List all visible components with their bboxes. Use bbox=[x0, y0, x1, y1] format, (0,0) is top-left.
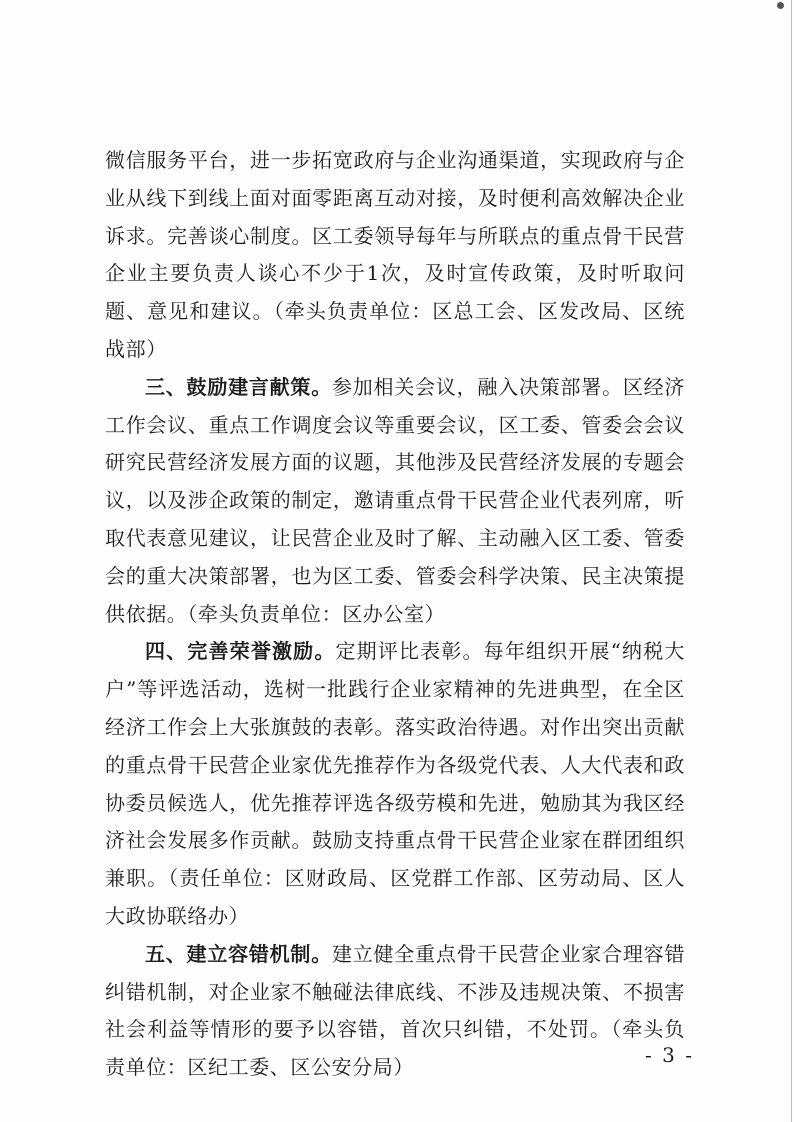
page-edge-line bbox=[791, 0, 792, 1122]
document-body bbox=[105, 142, 685, 1087]
intro-paragraph: 微信服务平台，进一步拓宽政府与企业沟通渠道，实现政府与企业从线下到线上面对面零距离互动对接，及时便利高效解决企业诉求。完善谈心制度。区工委领导每年与所联点的重点骨干民营企业主要负责人谈心不少于1次，及时宣传政策，及时听取问题、意见和建议。（牵头负责单位：区总工会、区发改局、区统战部） bbox=[105, 148, 685, 361]
section-five-heading: 五、建立容错机制。 bbox=[145, 941, 332, 966]
section-five bbox=[105, 936, 685, 1087]
section-three-body: 参加相关会议，融入决策部署。区经济工作会议、重点工作调度会议等重要会议，区工委、管委会会议研究民营经济发展方面的议题，其他涉及民营经济发展的专题会议，以及涉企政策的制定，邀请重点骨干民营企业代表列席，听取代表意见建议，让民营企业及时了解、主动融入区工委、管委会的重大决策部署，也为区工委、管委会科学决策、民主决策提供依据。（牵头负责单位：区办公室） bbox=[105, 374, 685, 626]
section-three bbox=[105, 369, 685, 634]
section-four bbox=[105, 633, 685, 935]
section-three-heading: 三、鼓励建言献策。 bbox=[145, 374, 332, 399]
scan-mark bbox=[777, 2, 784, 9]
section-four-body: 定期评比表彰。每年组织开展“纳税大户”等评选活动，选树一批践行企业家精神的先进典型，在全区经济工作会上大张旗鼓的表彰。落实政治待遇。对作出突出贡献的重点骨干民营企业家优先推荐作为各级党代表、人大代表和政协委员候选人，优先推荐评选各级劳模和先进，勉励其为我区经济社会发展多作贡献。鼓励支持重点骨干民营企业家在群团组织兼职。（责任单位：区财政局、区党群工作部、区劳动局、区人大政协联络办） bbox=[105, 639, 685, 928]
section-five-body: 建立健全重点骨干民营企业家合理容错纠错机制，对企业家不触碰法律底线、不涉及违规决策、不损害社会利益等情形的要予以容错，首次只纠错，不处罚。（牵头负责单位：区纪工委、区公安分局） bbox=[105, 941, 685, 1080]
page-number: - 3 - bbox=[645, 1043, 694, 1067]
section-four-heading: 四、完善荣誉激励。 bbox=[145, 639, 336, 664]
